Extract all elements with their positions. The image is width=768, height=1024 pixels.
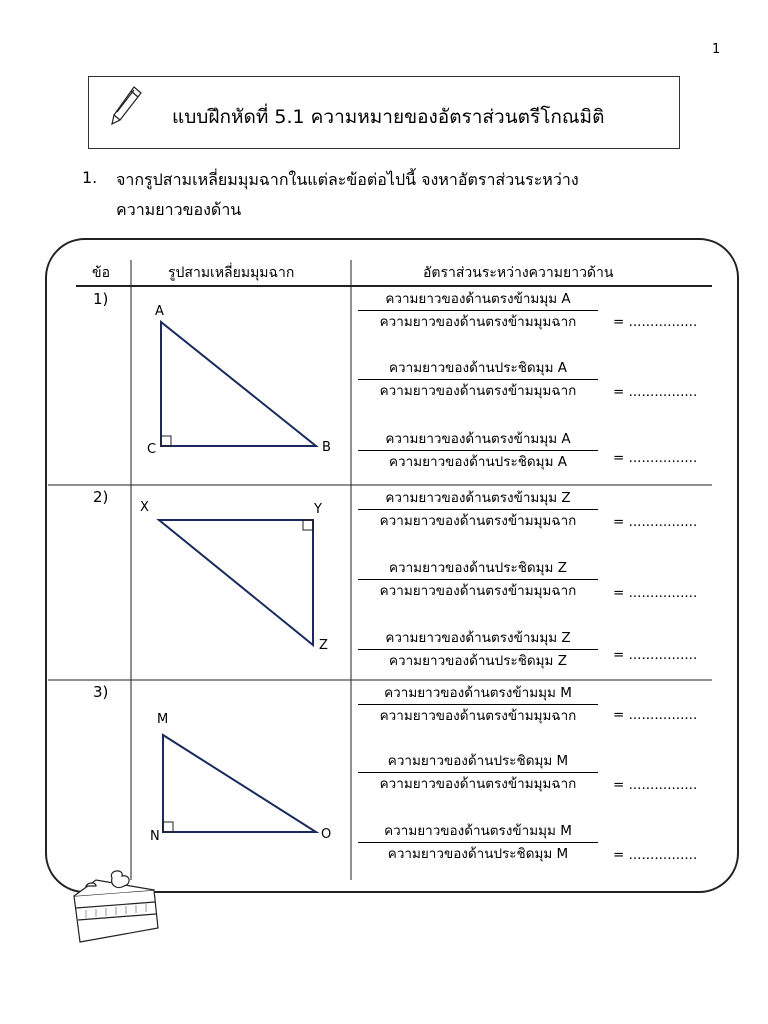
ratio-fraction	[358, 682, 598, 727]
answer-blank[interactable]: = ................	[613, 847, 698, 863]
ratio-fraction	[358, 820, 598, 865]
answer-blank[interactable]: = ................	[613, 314, 698, 330]
header-ratio: อัตราส่วนระหว่างความยาวด้าน	[423, 265, 614, 281]
ratio-numerator: ความยาวของด้านประชิดมุม M	[358, 750, 598, 773]
header-triangle: รูปสามเหลี่ยมมุมฉาก	[168, 265, 295, 281]
page-title: แบบฝึกหัดที่ 5.1 ความหมายของอัตราส่วนตรีโกณมิติ	[172, 106, 605, 128]
ratio-fraction	[358, 288, 598, 333]
ratio-numerator: ความยาวของด้านตรงข้ามมุม Z	[358, 627, 598, 650]
ratio-denominator: ความยาวของด้านประชิดมุม Z	[388, 653, 567, 669]
answer-blank[interactable]: = ................	[613, 450, 698, 466]
vertex-label: Z	[319, 638, 328, 653]
question-text-line1: จากรูปสามเหลี่ยมมุมฉากในแต่ละข้อต่อไปนี้ จงหาอัตราส่วนระหว่าง	[116, 170, 579, 189]
ratio-fraction	[358, 428, 598, 473]
right-angle-mark	[161, 436, 171, 446]
row-label: 1)	[93, 290, 109, 308]
ratio-fraction	[358, 627, 598, 672]
page-number: 1	[712, 42, 721, 57]
answer-blank[interactable]: = ................	[613, 707, 698, 723]
vertex-label: A	[155, 304, 164, 319]
ratio-fraction	[358, 557, 598, 602]
ratio-denominator: ความยาวของด้านตรงข้ามมุมฉาก	[379, 314, 577, 330]
ratio-denominator: ความยาวของด้านตรงข้ามมุมฉาก	[379, 776, 577, 792]
answer-blank[interactable]: = ................	[613, 384, 698, 400]
row-label: 2)	[93, 488, 109, 506]
vertex-label: X	[140, 500, 149, 515]
vertex-label: O	[321, 827, 332, 842]
ratio-fraction	[358, 487, 598, 532]
ratio-numerator: ความยาวของด้านตรงข้ามมุม M	[358, 682, 598, 705]
right-angle-mark	[163, 822, 173, 832]
ratio-numerator: ความยาวของด้านประชิดมุม A	[358, 357, 598, 380]
ratio-denominator: ความยาวของด้านตรงข้ามมุมฉาก	[379, 513, 577, 529]
ratio-denominator: ความยาวของด้านตรงข้ามมุมฉาก	[379, 383, 577, 399]
ratio-denominator: ความยาวของด้านตรงข้ามมุมฉาก	[379, 583, 577, 599]
ratio-numerator: ความยาวของด้านตรงข้ามมุม Z	[358, 487, 598, 510]
answer-blank[interactable]: = ................	[613, 514, 698, 530]
vertex-label: N	[150, 829, 160, 844]
answer-blank[interactable]: = ................	[613, 585, 698, 601]
answer-blank[interactable]: = ................	[613, 647, 698, 663]
triangle-xyz	[159, 520, 313, 645]
ratio-denominator: ความยาวของด้านประชิดมุม A	[389, 454, 567, 470]
triangle-mno	[163, 735, 316, 832]
header-item-no: ข้อ	[92, 265, 110, 281]
vertex-label: Y	[314, 502, 322, 517]
ratio-numerator: ความยาวของด้านตรงข้ามมุม A	[358, 288, 598, 311]
vertex-label: C	[147, 442, 157, 457]
question-text-line2: ความยาวของด้าน	[116, 200, 242, 219]
ratio-fraction	[358, 750, 598, 795]
ratio-numerator: ความยาวของด้านตรงข้ามมุม M	[358, 820, 598, 843]
ratio-numerator: ความยาวของด้านประชิดมุม Z	[358, 557, 598, 580]
vertex-label: B	[322, 440, 331, 455]
vertex-label: M	[157, 712, 169, 727]
ratio-denominator: ความยาวของด้านประชิดมุม M	[387, 846, 569, 862]
right-angle-mark	[303, 520, 313, 530]
ratio-denominator: ความยาวของด้านตรงข้ามมุมฉาก	[379, 708, 577, 724]
ratio-fraction	[358, 357, 598, 402]
triangle-abc	[161, 322, 316, 446]
ratio-numerator: ความยาวของด้านตรงข้ามมุม A	[358, 428, 598, 451]
cake-icon	[66, 868, 164, 946]
question-number: 1.	[82, 168, 98, 187]
answer-blank[interactable]: = ................	[613, 777, 698, 793]
row-label: 3)	[93, 683, 109, 701]
